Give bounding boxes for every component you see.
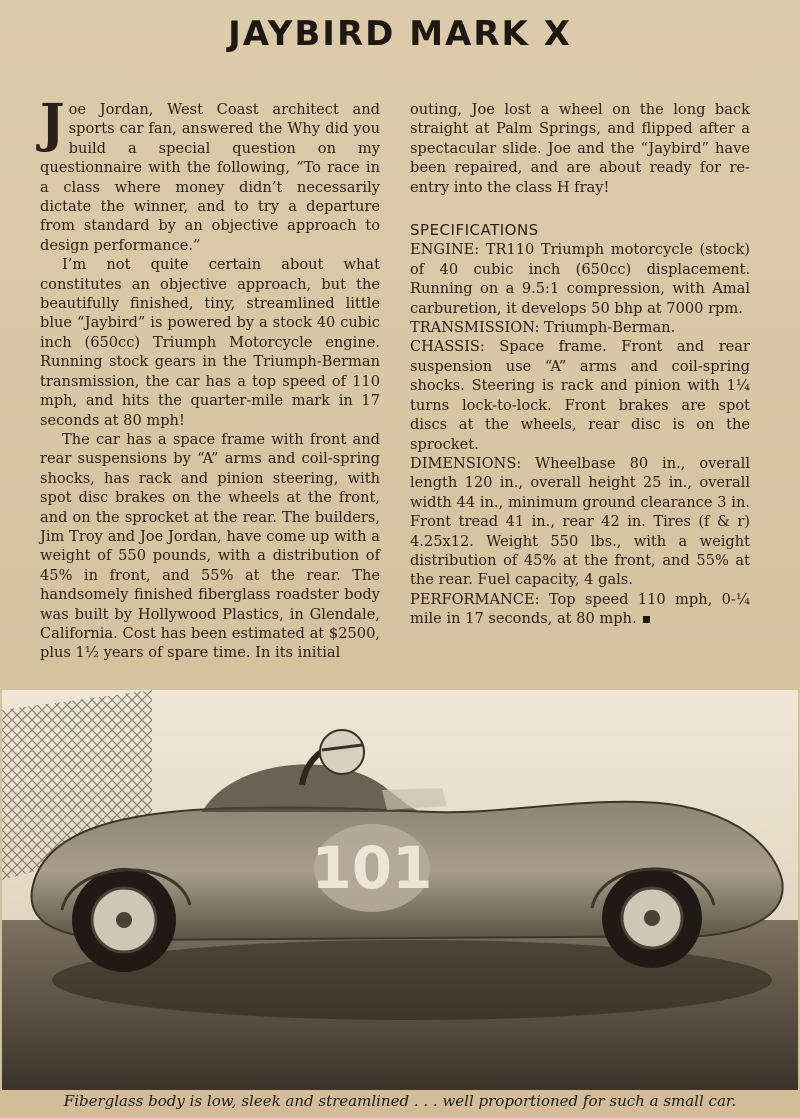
race-car-illustration [2,690,798,1090]
spec-performance-text: PERFORMANCE: Top speed 110 mph, 0-¼ mile in 17 seconds, at 80 mph. [410,590,750,628]
photo-caption: Fiberglass body is low, sleek and streamlined . . . well proportioned for such a small car. [63,1092,737,1110]
article-title: JAYBIRD MARK X [228,14,572,54]
spec-chassis: CHASSIS: Space frame. Front and rear suspension use “A” arms and coil-spring shocks. Steering is rack and pinion with 1¼ turns lock-to-lock. Front brakes are spot discs at the wheels, rear disc is on the sprocket. [410,338,750,453]
right-column [410,100,750,629]
continued-paragraph: outing, Joe lost a wheel on the long back straight at Palm Springs, and flipped after a spectacular slide. Joe and the “Jaybird” have been repaired, and are about ready for re-entry into the class H fray! [410,101,750,196]
spec-transmission: TRANSMISSION: Triumph-Berman. [410,319,676,337]
body-paragraph-3: The car has a space frame with front and rear suspensions by “A” arms and coil-spring shocks, has rack and pinion steering, with spot disc brakes on the wheels at the front, and on the sprocket at the rear. The builders, Jim Troy and Joe Jordan, have come up with a weight of 550 pounds, with a distribution of 45% in front, and 55% at the rear. The handsomely finished fiberglass roadster body was built by Hollywood Plastics, in Glendale, California. Cost has been estimated at $2500, plus 1½ years of spare time. In its initial [40,430,380,662]
intro-paragraph [40,93,380,255]
end-of-article-mark [643,616,650,623]
intro-text: oe Jordan, West Coast architect and sports car fan, answered the Why did you build a special question on my questionnaire with the following, “To race in a class where money didn’t necessarily dictate the winner, and to try a departure from standard by an objective approach to design performance.” [40,101,380,254]
spec-performance [410,590,750,629]
left-column [40,93,380,663]
spec-dimensions: DIMENSIONS: Wheelbase 80 in., overall length 120 in., overall height 25 in., overall width 44 in., minimum ground clearance 3 in. Front tread 41 in., rear 42 in. Tires (f & r) 4.25x12. Weight 550 lbs., with a weight distribution of 45% at the front, and 55% at the rear. Fuel capacity, 4 gals. [410,454,750,589]
car-number: 101 [311,834,433,902]
dropcap: J [40,93,65,154]
body-paragraph-2: I’m not quite certain about what constitutes an objective approach, but the beautifully finished, tiny, streamlined little blue “Jaybird” is powered by a stock 40 cubic inch (650cc) Triumph Motorcycle engine. Running stock gears in the Triumph-Berman transmission, the car has a top speed of 110 mph, and hits the quarter-mile mark in 17 seconds at 80 mph! [40,256,380,429]
spec-engine: ENGINE: TR110 Triumph motorcycle (stock) of 40 cubic inch (650cc) displacement. Running on a 9.5:1 compression, with Amal carburetion, it develops 50 bhp at 7000 rpm. [410,241,750,317]
specifications-heading: SPECIFICATIONS [410,221,539,240]
race-car-photo [2,690,798,1090]
